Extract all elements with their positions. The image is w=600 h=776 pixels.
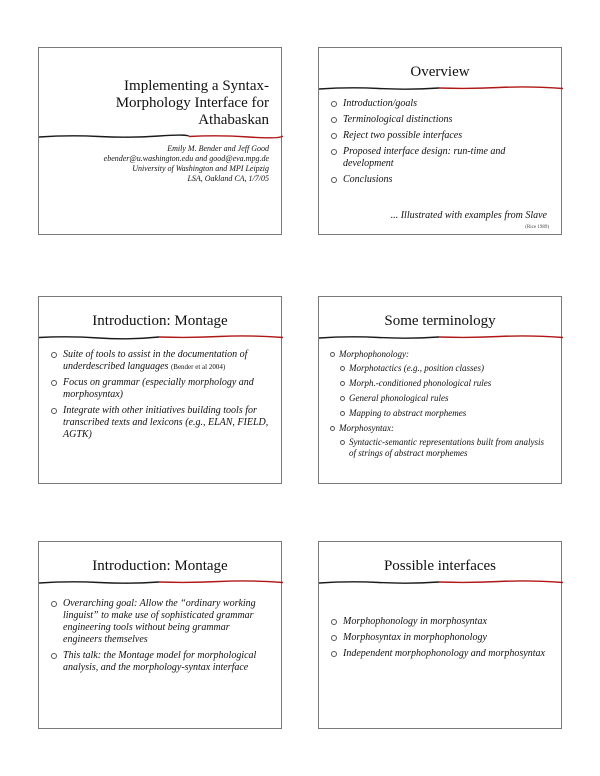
emails: ebender@u.washington.edu and good@eva.mpg.de: [103, 154, 269, 163]
decorative-rule: [319, 333, 563, 341]
byline: [49, 144, 269, 184]
list-item: Proposed interface design: run-time and development: [329, 146, 549, 170]
list-item: Conclusions: [329, 174, 549, 186]
list-item: [329, 349, 549, 419]
slide-title: Introduction: Montage: [92, 313, 228, 329]
list-item: Focus on grammar (especially morphology and morphosyntax): [49, 377, 269, 401]
list-item: This talk: the Montage model for morphological analysis, and the morphology-syntax interface: [49, 650, 269, 674]
slide-6-possible-interfaces: [318, 541, 562, 729]
decorative-rule: [39, 578, 283, 586]
illustration-note: ... Illustrated with examples from Slave: [390, 210, 547, 221]
slide-5-intro-montage-goal: [38, 541, 282, 729]
slide-title: Introduction: Montage: [92, 558, 228, 574]
sub-item: Morphotactics (e.g., position classes): [339, 363, 549, 374]
decorative-rule: [39, 132, 283, 140]
sub-item: Mapping to abstract morphemes: [339, 408, 549, 419]
list-item: [329, 423, 549, 459]
list-item: Integrate with other initiatives building tools for transcribed texts and lexicons (e.g., ELAN, FIELD, AGTK): [49, 405, 269, 441]
bullet-list: [329, 616, 549, 664]
list-item: Morphophonology in morphosyntax: [329, 616, 549, 628]
decorative-rule: [319, 84, 563, 92]
bullet-list: [49, 349, 269, 445]
sub-item: General phonological rules: [339, 393, 549, 404]
citation: (Bender et al 2004): [170, 363, 226, 371]
sub-item: Syntactic-semantic representations built from analysis of strings of abstract morphemes: [339, 437, 549, 459]
slide-title: Possible interfaces: [383, 558, 497, 574]
bullet-list: [329, 349, 549, 463]
list-item: Independent morphophonology and morphosyntax: [329, 648, 549, 660]
list-item: Terminological distinctions: [329, 114, 549, 126]
list-item: Morphosyntax in morphophonology: [329, 632, 549, 644]
bullet-text: Suite of tools to assist in the documentation of underdescribed languages: [63, 349, 248, 372]
sub-list: [339, 363, 549, 419]
list-item: [49, 349, 269, 373]
group-label: Morphosyntax:: [339, 423, 394, 433]
slide-1-title: [38, 47, 282, 235]
title-line: Athabaskan: [198, 112, 269, 128]
slide-title: [49, 78, 269, 129]
citation: (Rice 1989): [525, 225, 549, 230]
venue-date: LSA, Oakland CA, 1/7/05: [187, 174, 269, 183]
sub-list: [339, 437, 549, 459]
slide-title: Overview: [410, 64, 470, 80]
list-item: Introduction/goals: [329, 98, 549, 110]
slide-title: Some terminology: [384, 313, 496, 329]
sub-item: Morph.-conditioned phonological rules: [339, 378, 549, 389]
list-item: Overarching goal: Allow the “ordinary working linguist” to make use of sophisticated grammar engineering tools without being grammar engineers themselves: [49, 598, 269, 646]
bullet-list: [49, 598, 269, 678]
slide-3-intro-montage: [38, 296, 282, 484]
authors: Emily M. Bender and Jeff Good: [167, 144, 269, 153]
decorative-rule: [319, 578, 563, 586]
group-label: Morphophonology:: [339, 349, 409, 359]
slide-4-terminology: [318, 296, 562, 484]
affiliations: University of Washington and MPI Leipzig: [132, 164, 269, 173]
list-item: Reject two possible interfaces: [329, 130, 549, 142]
decorative-rule: [39, 333, 283, 341]
slide-2-overview: [318, 47, 562, 235]
title-line: Morphology Interface for: [115, 95, 269, 111]
bullet-list: [329, 98, 549, 190]
title-line: Implementing a Syntax-: [124, 78, 269, 94]
